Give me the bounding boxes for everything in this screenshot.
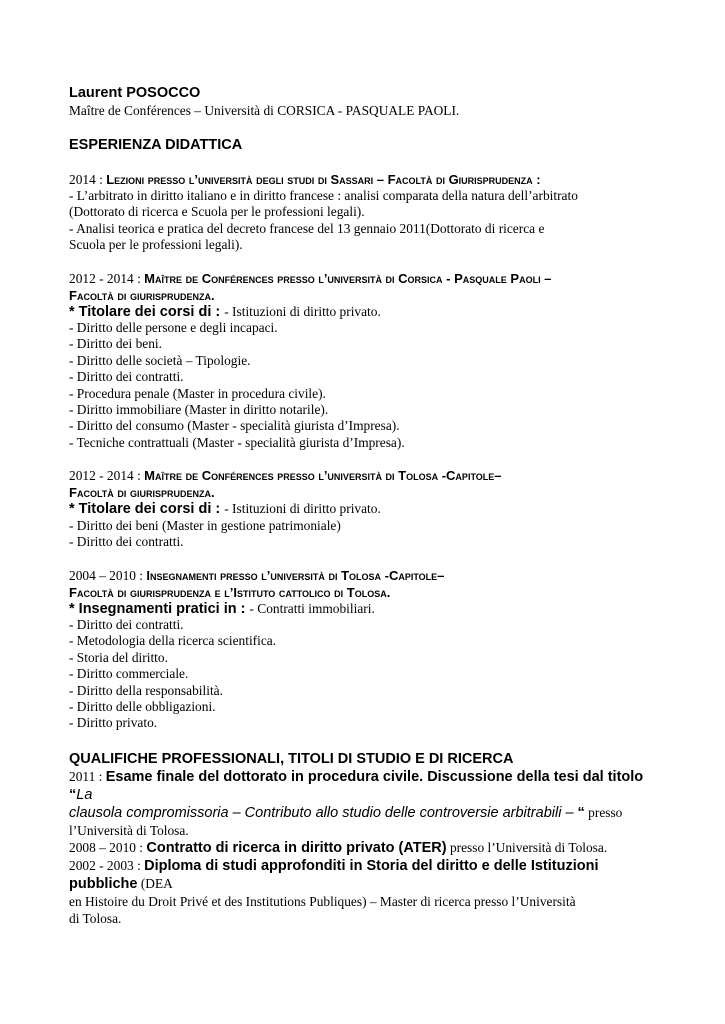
course-item: - Diritto del consumo (Master - specialità giurista d’Impresa). xyxy=(69,418,400,434)
experience-heading-cont xyxy=(69,287,669,304)
experience-heading xyxy=(69,270,669,287)
qualification-entry-cont xyxy=(69,804,669,822)
course-item: - Diritto dei contratti. xyxy=(69,369,184,385)
qualification-place: presso l’Università di Tolosa. xyxy=(446,839,608,855)
experience-year: 2012 - 2014 : xyxy=(69,270,145,286)
course-item: - Diritto commerciale. xyxy=(69,666,189,682)
course-lead-label: * Insegnamenti pratici in : xyxy=(69,600,250,617)
experience-line: (Dottorato di ricerca e Scuola per le professioni legali). xyxy=(69,204,365,220)
experience-block-tolosa xyxy=(69,467,669,550)
experience-title: Lezioni presso l’università degli studi di Sassari – Facoltà di Giurisprudenza : xyxy=(106,172,541,187)
experience-heading-cont xyxy=(69,484,669,501)
qualification-quote: “ xyxy=(573,804,585,821)
author-name: Laurent POSOCCO xyxy=(69,85,201,101)
course-item: - Diritto dei contratti. xyxy=(69,534,184,550)
experience-title: Insegnamenti presso l’università di Tolosa -Capitole– xyxy=(146,567,445,583)
qualification-thesis-title: La xyxy=(76,786,93,803)
course-item: - Diritto privato. xyxy=(69,715,158,731)
experience-line: - Analisi teorica e pratica del decreto francese del 13 gennaio 2011(Dottorato di ricerca e xyxy=(69,220,545,236)
experience-heading xyxy=(69,467,669,484)
qualification-entry xyxy=(69,857,669,893)
course-lead xyxy=(69,501,669,517)
qualification-title: Esame finale del dottorato in procedura civile. Discussione della tesi dal titolo “ xyxy=(69,768,644,803)
course-item: - Contratti immobiliari. xyxy=(249,600,375,616)
course-item: - Diritto immobiliare (Master in diritto notarile). xyxy=(69,402,329,418)
author-affiliation: Maître de Conférences – Università di CORSICA - PASQUALE PAOLI. xyxy=(69,103,460,118)
qualification-place: en Histoire du Droit Privé et des Institutions Publiques) – Master di ricerca presso l’Università xyxy=(69,893,576,909)
experience-heading xyxy=(69,171,669,188)
course-item: - Tecniche contrattuali (Master - specialità giurista d’Impresa). xyxy=(69,434,405,450)
experience-block-corsica xyxy=(69,270,669,452)
experience-title: Maître de Conférences presso l’università di Corsica - Pasquale Paoli – xyxy=(144,270,552,286)
qualification-title: Contratto di ricerca in diritto privato (ATER) xyxy=(146,839,447,856)
course-lead-label: * Titolare dei corsi di : xyxy=(69,501,225,518)
experience-year: 2004 – 2010 : xyxy=(69,567,147,583)
course-item: - Diritto dei beni. xyxy=(69,336,162,352)
qualification-thesis-title: clausola compromissoria – Contributo allo studio delle controversie arbitrabili – xyxy=(69,804,574,821)
course-item: - Procedura penale (Master in procedura civile). xyxy=(69,385,326,401)
experience-line: Scuola per le professioni legali). xyxy=(69,237,243,253)
experience-heading xyxy=(69,567,669,584)
course-item: - Diritto dei beni (Master in gestione patrimoniale) xyxy=(69,517,341,533)
qualification-place: (DEA xyxy=(137,875,173,891)
qualification-year: 2008 – 2010 : xyxy=(69,839,147,855)
course-item: - Diritto delle società – Tipologie. xyxy=(69,352,251,368)
course-item: - Diritto dei contratti. xyxy=(69,616,184,632)
qualification-entry xyxy=(69,839,669,857)
section-title-qualifiche: QUALIFICHE PROFESSIONALI, TITOLI DI STUDIO E DI RICERCA xyxy=(69,750,514,767)
course-lead-label: * Titolare dei corsi di : xyxy=(69,303,225,320)
course-lead xyxy=(69,601,669,617)
qualification-place: di Tolosa. xyxy=(69,910,122,926)
course-item: - Diritto delle persone e degli incapaci. xyxy=(69,320,278,336)
qualification-entry xyxy=(69,768,669,804)
experience-faculty: Facoltà di giurisprudenza. xyxy=(69,485,215,501)
experience-block-insegnamenti xyxy=(69,567,669,732)
qualification-year: 2011 : xyxy=(69,768,106,784)
qualification-place: l’Università di Tolosa. xyxy=(69,822,189,838)
course-lead xyxy=(69,304,669,320)
experience-year: 2012 - 2014 : xyxy=(69,468,145,484)
course-item: - Istituzioni di diritto privato. xyxy=(224,501,381,517)
cv-page xyxy=(69,84,669,927)
experience-line: - L’arbitrato in diritto italiano e in diritto francese : analisi comparata della natura dell’arbitrato xyxy=(69,188,578,203)
experience-block-sassari xyxy=(69,171,669,254)
qualification-year: 2002 - 2003 : xyxy=(69,857,145,873)
experience-year: 2014 : xyxy=(69,172,107,187)
course-item: - Storia del diritto. xyxy=(69,649,168,665)
course-item: - Diritto della responsabilità. xyxy=(69,682,223,698)
qualification-place: presso xyxy=(584,804,623,820)
experience-title: Maître de Conférences presso l’università di Tolosa -Capitole– xyxy=(144,468,502,484)
experience-faculty: Facoltà di giurisprudenza e l’Istituto cattolico di Tolosa. xyxy=(69,584,391,600)
experience-heading-cont xyxy=(69,584,669,601)
course-item: - Diritto delle obbligazioni. xyxy=(69,698,216,714)
qualification-title: Diploma di studi approfonditi in Storia del diritto e delle Istituzioni pubbliche xyxy=(69,857,599,892)
course-item: - Istituzioni di diritto privato. xyxy=(224,303,381,319)
section-title-esperienza: ESPERIENZA DIDATTICA xyxy=(69,137,243,153)
experience-faculty: Facoltà di giurisprudenza. xyxy=(69,287,215,303)
course-item: - Metodologia della ricerca scientifica. xyxy=(69,633,277,649)
